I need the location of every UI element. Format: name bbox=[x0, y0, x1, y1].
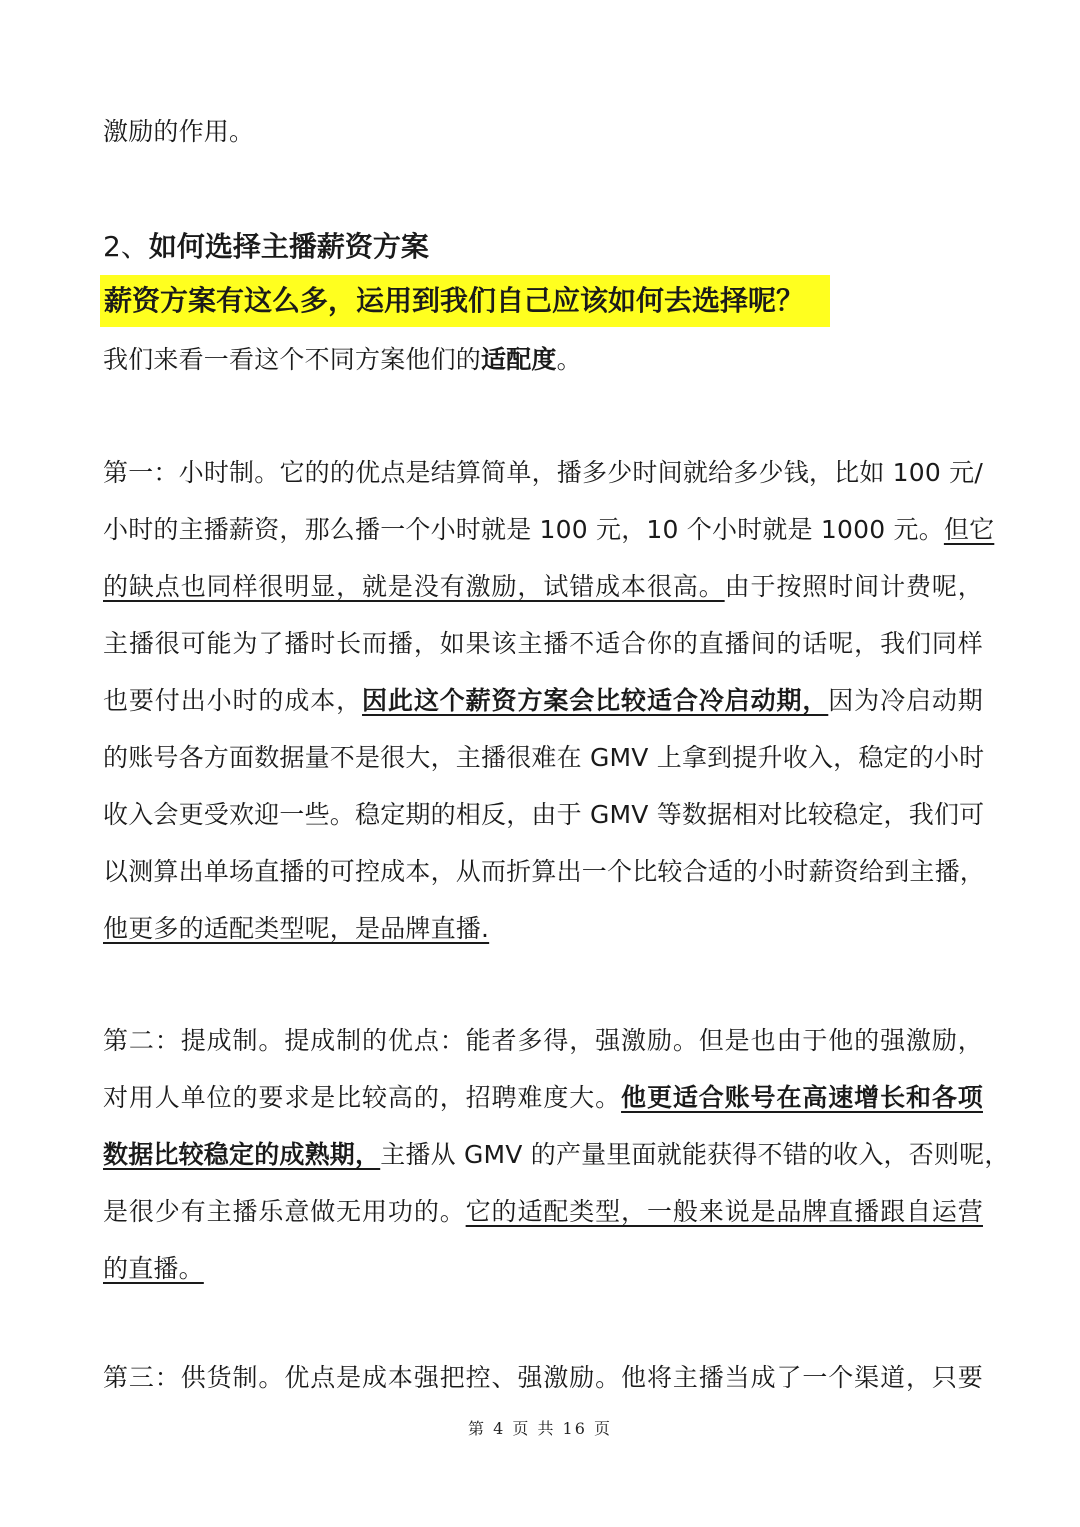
p1-line-5 bbox=[103, 684, 983, 718]
text-span: 主播很可能为了播时长而播，如果该主播不适合你的直播间的话呢，我们同样 bbox=[103, 629, 983, 658]
p2-line-4 bbox=[103, 1195, 983, 1229]
p1-line-6 bbox=[103, 741, 983, 775]
section-heading bbox=[103, 228, 429, 266]
bold-underlined-text: 数据比较稳定的成熟期， bbox=[103, 1140, 381, 1169]
text-span: 激励的作用。 bbox=[103, 117, 255, 146]
bold-underlined-text: 因此这个薪资方案会比较适合冷启动期， bbox=[362, 686, 829, 715]
page-footer: 第 4 页 共 16 页 bbox=[468, 1419, 612, 1438]
p1-line-1 bbox=[103, 456, 983, 490]
p1-line-8 bbox=[103, 855, 986, 889]
p2-line-2 bbox=[103, 1081, 983, 1115]
text-span: 因为冷启动期 bbox=[828, 686, 983, 715]
p1-line-9 bbox=[103, 912, 983, 946]
text-span: 第三：供货制。优点是成本强把控、强激励。他将主播当成了一个渠道，只要 bbox=[103, 1363, 983, 1392]
underlined-text: 但它 bbox=[943, 515, 995, 544]
text-span: 对用人单位的要求是比较高的，招聘难度大。 bbox=[103, 1083, 622, 1112]
text-span: 的账号各方面数据量不是很大，主播很难在 GMV 上拿到提升收入，稳定的小时 bbox=[103, 743, 985, 772]
text-span: 收入会更受欢迎一些。稳定期的相反，由于 GMV 等数据相对比较稳定，我们可 bbox=[103, 800, 985, 829]
text-span: 小时的主播薪资，那么播一个小时就是 100 元，10 个小时就是 1000 元。 bbox=[103, 515, 944, 544]
p1-line-2 bbox=[103, 513, 995, 547]
p2-line-1 bbox=[103, 1024, 983, 1058]
text-span: 。 bbox=[556, 345, 582, 374]
heading-number: 2、 bbox=[103, 230, 149, 263]
underlined-text: 他更多的适配类型呢，是品牌直播. bbox=[103, 914, 490, 943]
bold-underlined-text: 他更适合账号在高速增长和各项 bbox=[621, 1083, 983, 1112]
text-span: 由于按照时间计费呢， bbox=[724, 572, 983, 601]
p2-line-5 bbox=[103, 1252, 983, 1286]
text-span: 第二：提成制。提成制的优点：能者多得，强激励。但是也由于他的强激励， bbox=[103, 1026, 983, 1055]
underlined-text: 的直播。 bbox=[103, 1254, 204, 1283]
text-span: 主播从 GMV 的产量里面就能获得不错的收入，否则呢， bbox=[380, 1140, 1010, 1169]
p2-line-3 bbox=[103, 1138, 1010, 1172]
bold-text: 适配度 bbox=[481, 345, 557, 374]
text-span: 第一：小时制。它的的优点是结算简单，播多少时间就给多少钱，比如 100 元/ bbox=[103, 458, 983, 487]
text-span: 是很少有主播乐意做无用功的。 bbox=[103, 1197, 466, 1226]
paragraph-continuation bbox=[103, 115, 983, 149]
underlined-text: 的缺点也同样很明显，就是没有激励，试错成本很高。 bbox=[103, 572, 725, 601]
highlighted-question: 薪资方案有这么多，运用到我们自己应该如何去选择呢？ bbox=[104, 284, 805, 317]
underlined-text: 它的适配类型，一般来说是品牌直播跟自运营 bbox=[465, 1197, 983, 1226]
intro-line bbox=[103, 343, 983, 377]
text-span: 我们来看一看这个不同方案他们的 bbox=[103, 345, 482, 374]
heading-text: 如何选择主播薪资方案 bbox=[148, 230, 429, 263]
p1-line-3 bbox=[103, 570, 983, 604]
p3-line-1 bbox=[103, 1361, 983, 1395]
p1-line-4 bbox=[103, 627, 983, 661]
text-span: 以测算出单场直播的可控成本，从而折算出一个比较合适的小时薪资给到主播， bbox=[103, 857, 986, 886]
text-span: 也要付出小时的成本， bbox=[103, 686, 363, 715]
p1-line-7 bbox=[103, 798, 983, 832]
